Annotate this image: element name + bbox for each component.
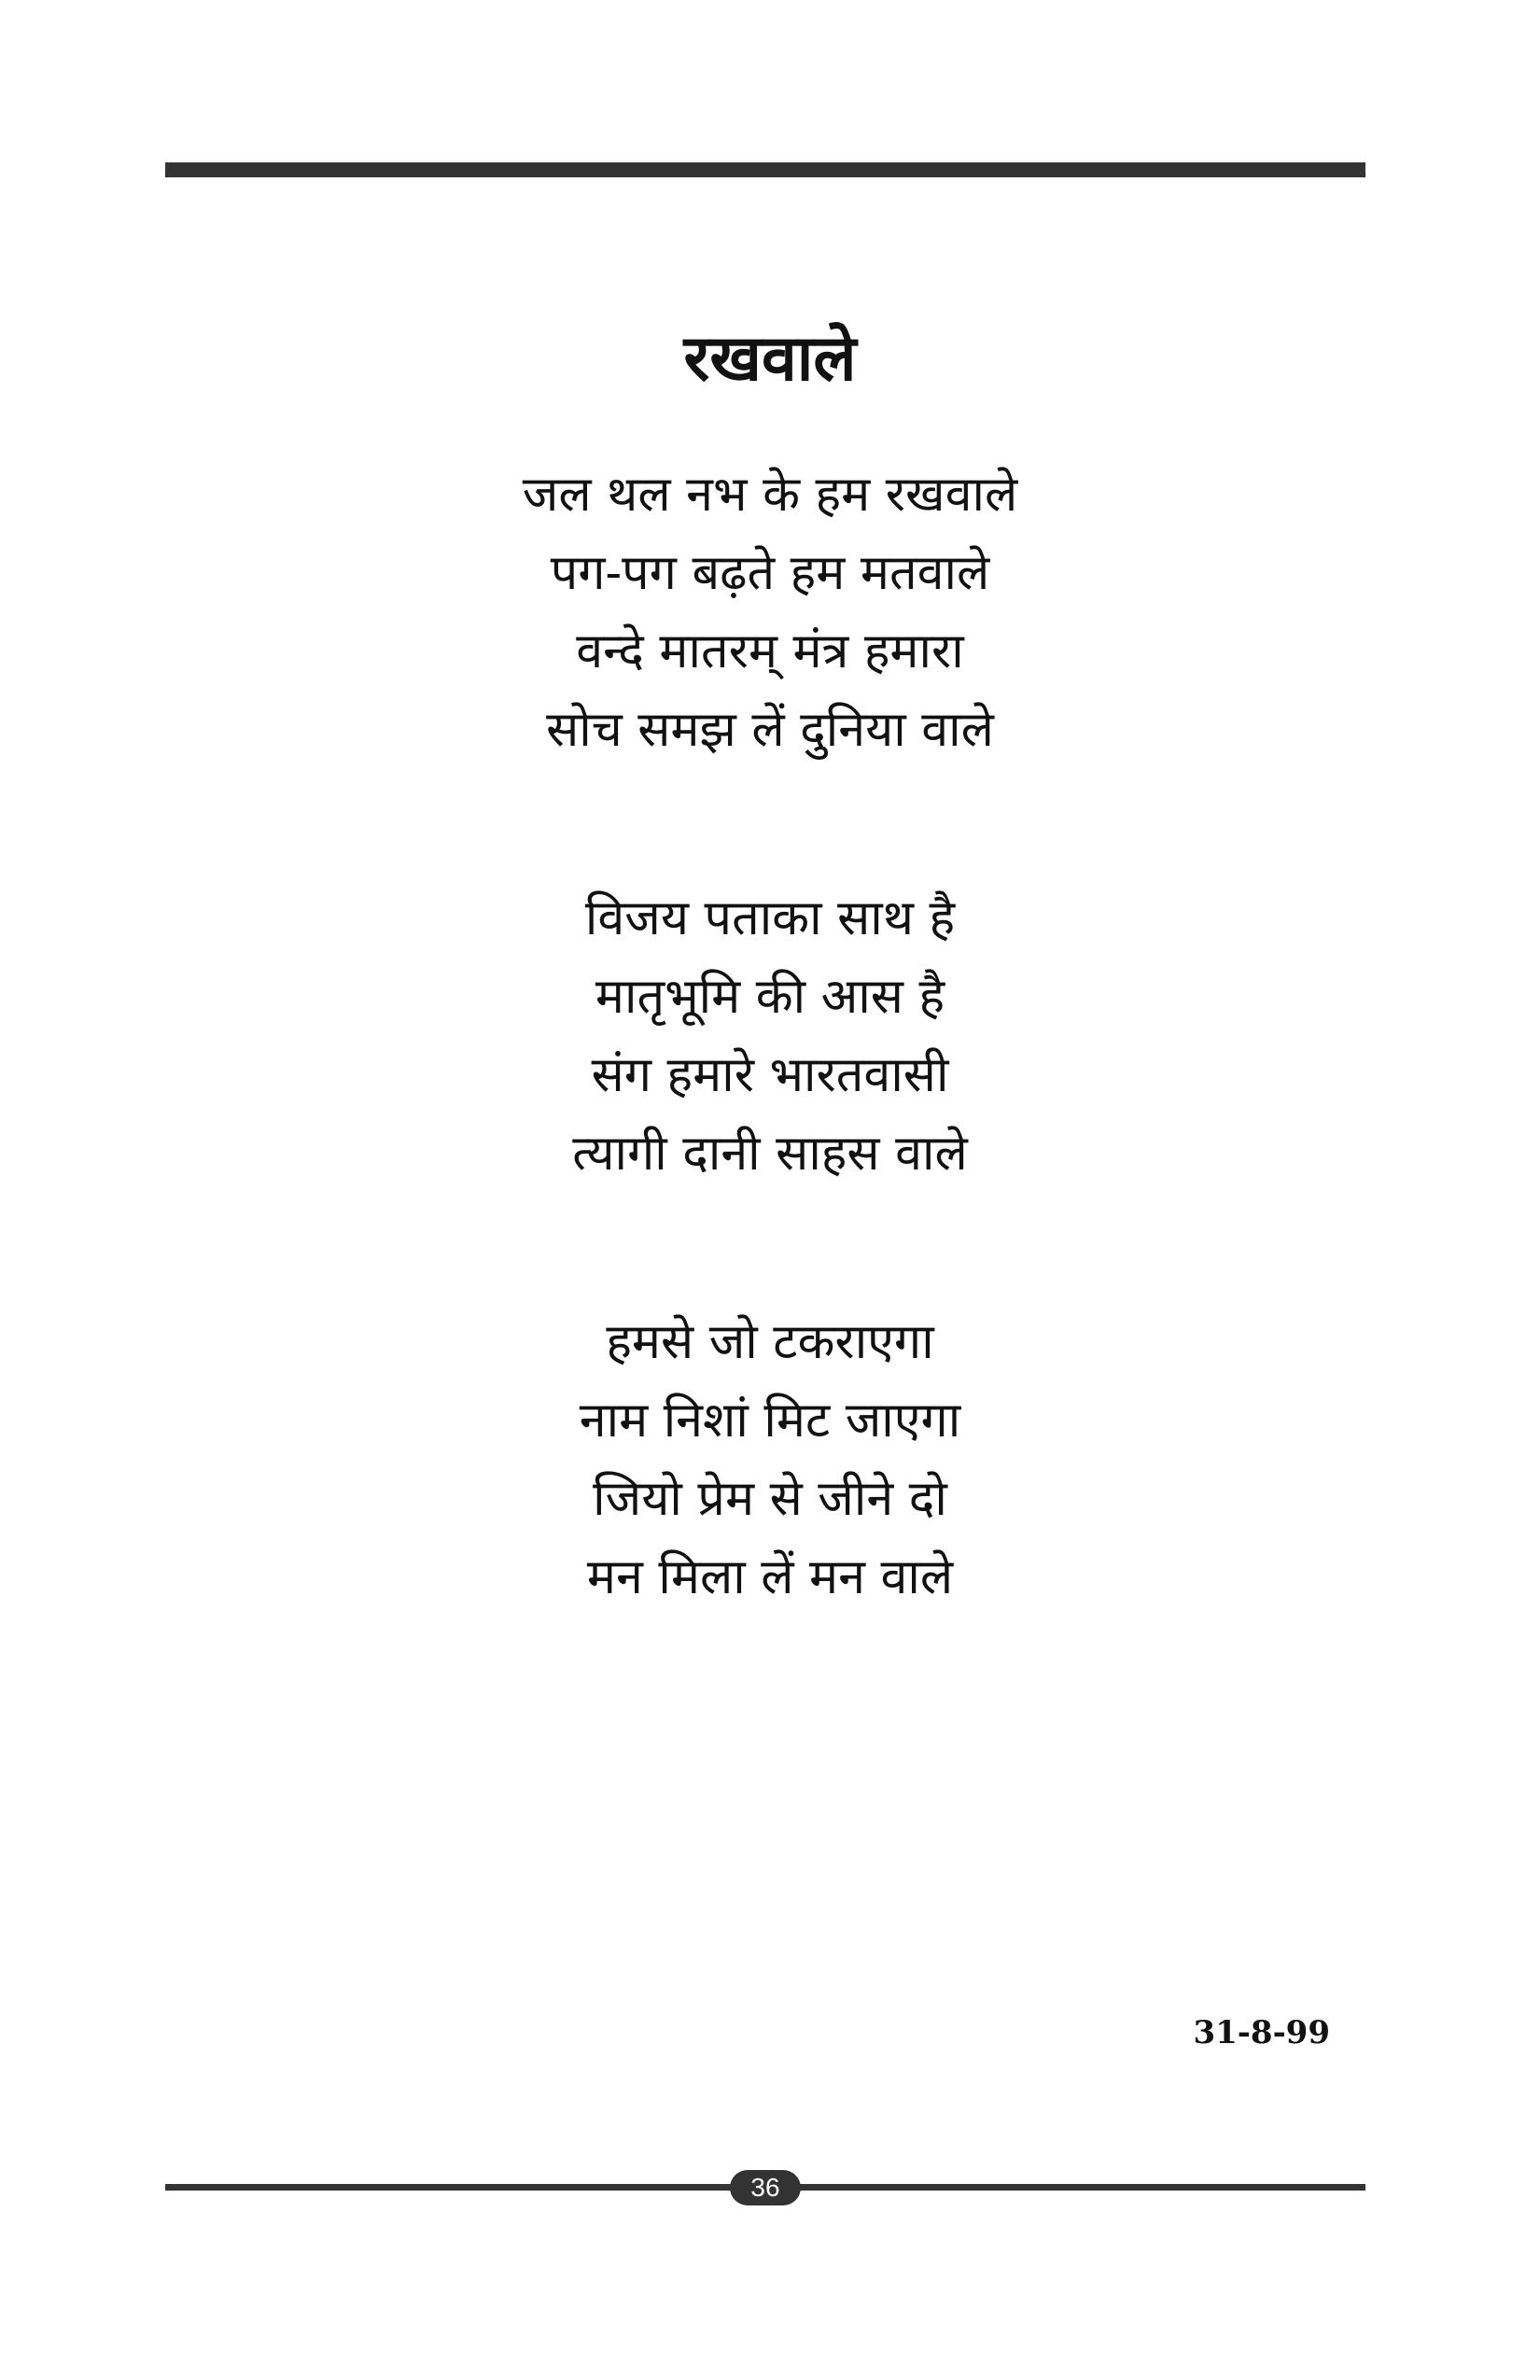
- poem-line: जियो प्रेम से जीने दो: [593, 1471, 947, 1527]
- poem-line: पग-पग बढ़ते हम मतवाले: [550, 545, 990, 601]
- top-rule: [165, 162, 1365, 177]
- page-number-badge: [730, 2170, 801, 2205]
- stanza-1: [0, 455, 1540, 769]
- stanza-2: [0, 879, 1540, 1193]
- stanza-3: [0, 1303, 1540, 1617]
- poem-line: विजय पताका साथ है: [584, 890, 956, 946]
- poem-date: 31-8-99: [1193, 2014, 1330, 2051]
- poem-body: [0, 455, 1540, 1727]
- page-number: 36: [750, 2173, 780, 2202]
- poem-title: रखवाले: [683, 322, 857, 396]
- poem-line: मन मिला लें मन वाले: [586, 1549, 954, 1605]
- poem-line: त्यागी दानी साहस वाले: [572, 1126, 968, 1182]
- poem-line: मातृभूमि की आस है: [595, 969, 945, 1025]
- poem-line: नाम निशां मिट जाएगा: [579, 1393, 961, 1449]
- poem-line: संग हमारे भारतवासी: [591, 1047, 949, 1103]
- poem-line: हमसे जो टकराएगा: [606, 1314, 934, 1370]
- poem-line: वन्दे मातरम् मंत्र हमारा: [576, 623, 964, 679]
- poem-line: सोच समझ लें दुनिया वाले: [546, 702, 994, 758]
- poem-line: जल थल नभ के हम रखवाले: [522, 467, 1018, 523]
